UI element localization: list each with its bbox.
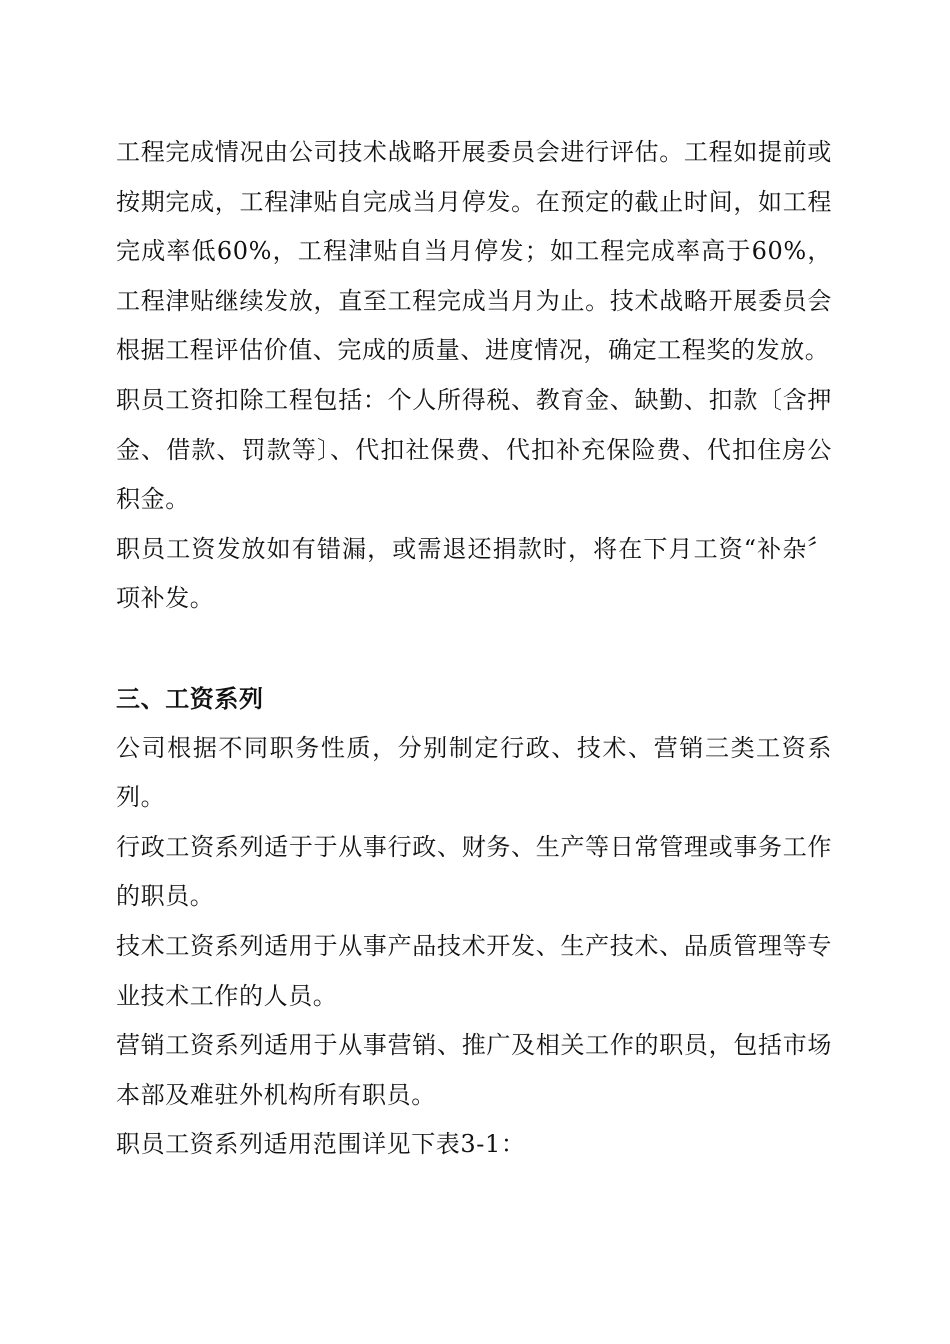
paragraph-admin-series: 行政工资系列适于于从事行政、财务、生产等日常管理或事务工作的职员。: [116, 832, 832, 911]
paragraph-salary-series-intro: 公司根据不同职务性质，分别制定行政、技术、营销三类工资系列。: [116, 733, 832, 812]
document-body: [116, 128, 832, 1170]
paragraph-project-evaluation: 工程完成情况由公司技术战略开展委员会进行评估。工程如提前或按期完成，工程津贴自完成当月停发。在预定的截止时间，如工程完成率低60%，工程津贴自当月停发；如工程完成率高于60%，工程津贴继续发放，直至工程完成当月为止。技术战略开展委员会根据工程评估价值、完成的质量、进度情况，确定工程奖的发放。: [116, 138, 832, 365]
section-spacer: [116, 624, 832, 674]
paragraph-salary-corrections: 职员工资发放如有错漏，或需退还捐款时，将在下月工资“补杂〞项补发。: [116, 534, 832, 613]
section-heading: 三、工资系列: [116, 683, 264, 713]
paragraph-tech-series: 技术工资系列适用于从事产品技术开发、生产技术、品质管理等专业技术工作的人员。: [116, 931, 832, 1010]
paragraph-marketing-series: 营销工资系列适用于从事营销、推广及相关工作的职员，包括市场本部及难驻外机构所有职员。: [116, 1031, 832, 1109]
paragraph-table-reference: 职员工资系列适用范围详见下表3-1：: [116, 1130, 526, 1159]
paragraph-salary-deductions: 职员工资扣除工程包括：个人所得税、教育金、缺勤、扣款〔含押金、借款、罚款等〕、代扣社保费、代扣补充保险费、代扣住房公积金。: [116, 385, 832, 514]
